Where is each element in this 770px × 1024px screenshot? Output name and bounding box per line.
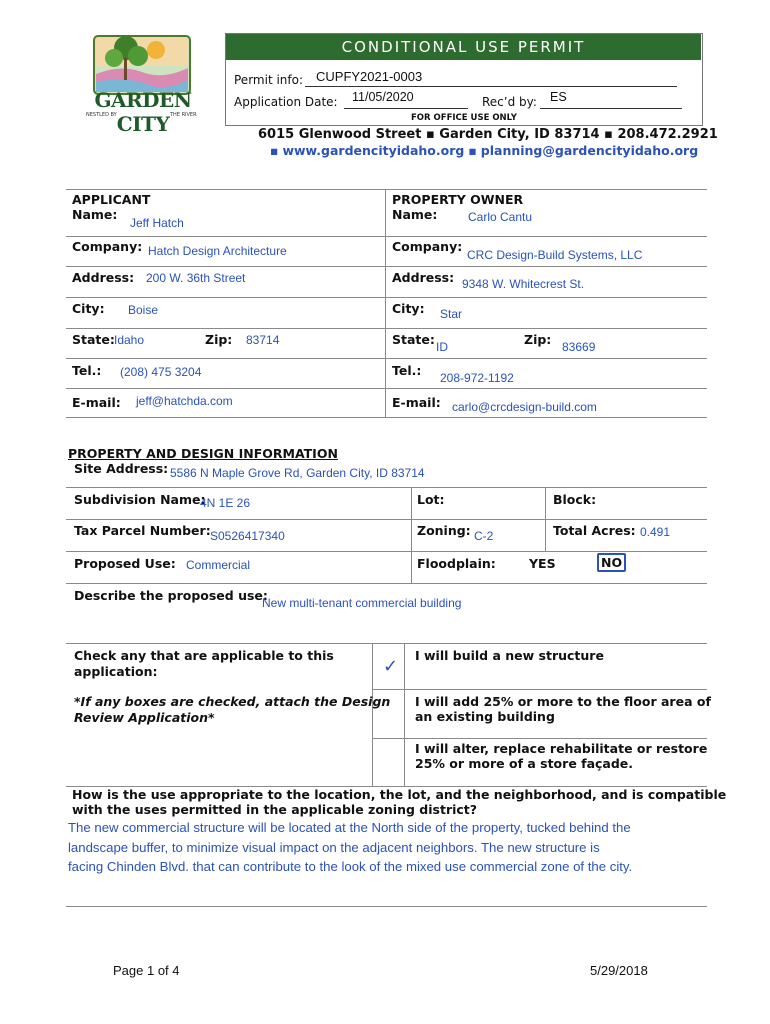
applicant-city-field[interactable]: Boise xyxy=(128,303,159,317)
row-rule xyxy=(66,266,707,267)
owner-tel-label: Tel.: xyxy=(392,363,422,378)
checkbox-row-rule xyxy=(372,689,707,690)
block-label: Block: xyxy=(553,492,597,507)
permit-info-label: Permit info: xyxy=(234,73,304,87)
logo-wordmark: GARDEN CITY xyxy=(94,88,192,136)
applicant-company-field[interactable]: Hatch Design Architecture xyxy=(148,244,287,258)
applicant-city-label: City: xyxy=(72,301,105,316)
email-link[interactable]: planning@gardencityidaho.org xyxy=(480,143,699,158)
row-rule xyxy=(66,388,707,389)
owner-company-label: Company: xyxy=(392,239,463,254)
column-divider xyxy=(411,487,412,583)
row-rule xyxy=(66,297,707,298)
applicant-tel-field[interactable]: (208) 475 3204 xyxy=(120,365,202,379)
garden-city-logo xyxy=(76,34,210,136)
applicant-name-label: Name: xyxy=(72,207,118,222)
property-design-heading: PROPERTY AND DESIGN INFORMATION xyxy=(68,446,338,461)
total-acres-field[interactable]: 0.491 xyxy=(640,525,671,539)
owner-address-field[interactable]: 9348 W. Whitecrest St. xyxy=(462,277,585,291)
row-rule xyxy=(66,487,707,488)
subdivision-field[interactable]: 4N 1E 26 xyxy=(200,496,251,510)
city-address-line: 6015 Glenwood Street ▪ Garden City, ID 83714 ▪ 208.472.2921 xyxy=(258,127,718,142)
row-rule xyxy=(66,328,707,329)
checkmark-icon: ✓ xyxy=(383,656,399,677)
tax-parcel-field[interactable]: S0526417340 xyxy=(210,529,285,543)
applicant-email-label: E-mail: xyxy=(72,395,121,410)
owner-name-field[interactable]: Carlo Cantu xyxy=(468,210,533,224)
row-rule xyxy=(66,583,707,584)
applicant-heading: APPLICANT xyxy=(72,192,151,207)
compatibility-question-line2: with the uses permitted in the applicable zoning district? xyxy=(72,802,478,817)
owner-state-label: State: xyxy=(392,332,435,347)
applicant-address-label: Address: xyxy=(72,270,135,285)
owner-address-label: Address: xyxy=(392,270,455,285)
answer-bottom-rule xyxy=(66,906,707,907)
table-top-rule xyxy=(66,189,707,190)
floodplain-yes-option[interactable]: YES xyxy=(529,556,556,571)
applicant-state-label: State: xyxy=(72,332,115,347)
permit-info-value[interactable]: CUPFY2021-0003 xyxy=(316,69,423,84)
applicant-email-field[interactable]: jeff@hatchda.com xyxy=(136,394,233,408)
row-rule xyxy=(66,236,707,237)
option-new-structure: I will build a new structure xyxy=(415,648,604,663)
received-by-label: Rec’d by: xyxy=(482,95,537,109)
applicant-company-label: Company: xyxy=(72,239,143,254)
compatibility-answer-field[interactable] xyxy=(68,818,632,877)
logo-tagline-right: THE RIVER xyxy=(170,112,197,118)
check-prompt-line2: application: xyxy=(74,664,158,679)
applicant-zip-label: Zip: xyxy=(205,332,233,347)
answer-line-2: landscape buffer, to minimize visual impact on the adjacent neighbors. The new structure is xyxy=(68,839,600,855)
checkbox-column-right xyxy=(404,643,405,786)
row-rule xyxy=(66,551,707,552)
bullet-icon: ▪ xyxy=(270,143,283,158)
owner-city-field[interactable]: Star xyxy=(440,307,463,321)
checkbox-new-structure[interactable] xyxy=(373,644,404,689)
total-acres-label: Total Acres: xyxy=(553,523,636,538)
owner-tel-field[interactable]: 208-972-1192 xyxy=(440,371,514,385)
checkbox-add-floor-area[interactable] xyxy=(373,690,404,738)
owner-heading: PROPERTY OWNER xyxy=(392,192,524,207)
office-use-only-note: FOR OFFICE USE ONLY xyxy=(411,113,517,123)
proposed-use-field[interactable]: Commercial xyxy=(186,558,251,572)
describe-use-field[interactable]: New multi-tenant commercial building xyxy=(262,596,462,610)
contact-line xyxy=(270,143,698,158)
permit-info-line xyxy=(305,86,677,87)
owner-company-field[interactable]: CRC Design-Build Systems, LLC xyxy=(467,248,643,262)
owner-email-label: E-mail: xyxy=(392,395,441,410)
check-prompt-line1: Check any that are applicable to this xyxy=(74,648,334,663)
option-add-floor-area-line2: an existing building xyxy=(415,709,555,724)
owner-zip-field[interactable]: 83669 xyxy=(562,340,596,354)
floodplain-label: Floodplain: xyxy=(417,556,496,571)
applicant-address-field[interactable]: 200 W. 36th Street xyxy=(146,271,246,285)
answer-line-3: facing Chinden Blvd. that can contribute to the look of the mixed use commercial zone of the city. xyxy=(68,859,633,874)
owner-name-label: Name: xyxy=(392,207,438,222)
applicant-zip-field[interactable]: 83714 xyxy=(246,333,280,347)
tax-parcel-label: Tax Parcel Number: xyxy=(74,523,211,538)
table-center-divider xyxy=(385,189,386,417)
zoning-label: Zoning: xyxy=(417,523,471,538)
floodplain-no-option[interactable]: NO xyxy=(597,553,626,572)
checkbox-row-rule xyxy=(372,738,707,739)
form-title: CONDITIONAL USE PERMIT xyxy=(226,34,701,60)
applicant-state-field[interactable]: Idaho xyxy=(114,333,145,347)
page-number: Page 1 of 4 xyxy=(113,963,180,978)
design-review-note-line2: Review Application* xyxy=(74,710,215,725)
site-address-field[interactable]: 5586 N Maple Grove Rd, Garden City, ID 83714 xyxy=(170,466,425,480)
logo-tagline-left: NESTLED BY xyxy=(86,112,117,118)
owner-city-label: City: xyxy=(392,301,425,316)
row-rule xyxy=(66,519,707,520)
application-date-label: Application Date: xyxy=(234,95,338,109)
owner-email-field[interactable]: carlo@crcdesign-build.com xyxy=(452,400,597,414)
row-rule xyxy=(66,417,707,418)
bullet-icon: ▪ xyxy=(468,143,481,158)
application-date-line xyxy=(344,108,468,109)
website-link[interactable]: www.gardencityidaho.org xyxy=(282,143,465,158)
option-alter-facade-line1: I will alter, replace rehabilitate or restore xyxy=(415,741,708,756)
zoning-field[interactable]: C-2 xyxy=(474,529,494,543)
compatibility-question-line1: How is the use appropriate to the location, the lot, and the neighborhood, and is compatible xyxy=(72,787,727,802)
revision-date: 5/29/2018 xyxy=(590,963,648,978)
received-by-value[interactable]: ES xyxy=(550,90,567,104)
applicant-name-field[interactable]: Jeff Hatch xyxy=(130,216,184,230)
owner-zip-label: Zip: xyxy=(524,332,552,347)
describe-use-label: Describe the proposed use: xyxy=(74,588,268,603)
site-address-label: Site Address: xyxy=(74,461,169,476)
option-alter-facade-line2: 25% or more of a store façade. xyxy=(415,756,634,771)
lot-label: Lot: xyxy=(417,492,445,507)
checkbox-alter-facade[interactable] xyxy=(373,739,404,786)
proposed-use-label: Proposed Use: xyxy=(74,556,176,571)
applicant-tel-label: Tel.: xyxy=(72,363,102,378)
application-date-value[interactable]: 11/05/2020 xyxy=(352,90,414,104)
owner-state-field[interactable]: ID xyxy=(436,340,448,354)
subdivision-label: Subdivision Name: xyxy=(74,492,206,507)
row-rule xyxy=(66,358,707,359)
received-by-line xyxy=(540,108,682,109)
answer-line-1: The new commercial structure will be located at the North side of the property, tucked behind the xyxy=(68,820,631,835)
option-add-floor-area-line1: I will add 25% or more to the floor area of xyxy=(415,694,711,709)
design-review-note-line1: *If any boxes are checked, attach the Design xyxy=(74,694,391,709)
